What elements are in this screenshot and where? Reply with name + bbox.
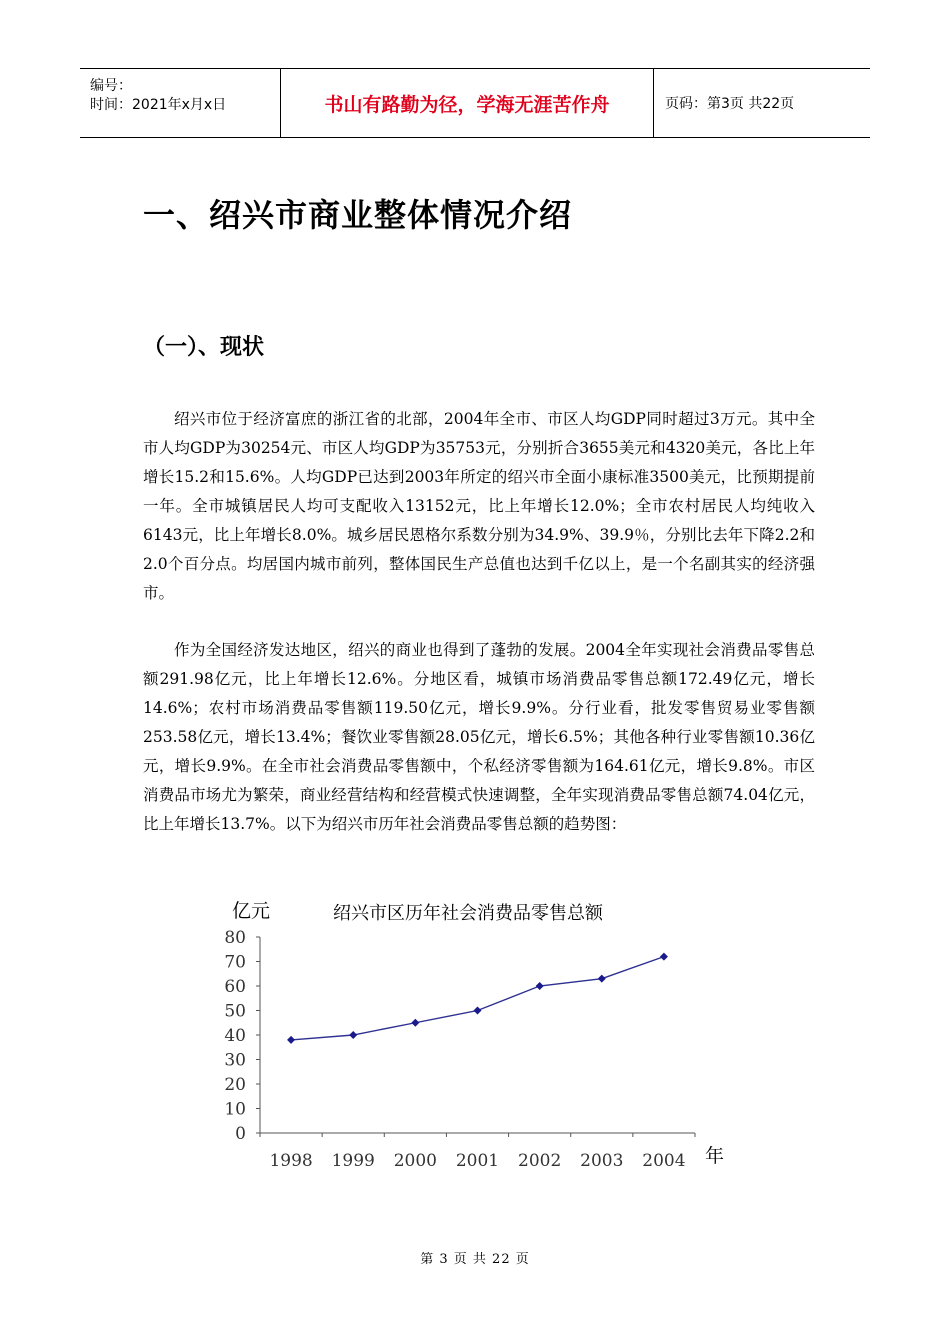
chart-data-point [287, 1036, 295, 1044]
chart-x-tick-label: 1998 [269, 1151, 313, 1171]
paragraph-commerce: 作为全国经济发达地区，绍兴的商业也得到了蓬勃的发展。2004全年实现社会消费品零售总额291.98亿元，比上年增长12.6%。分地区看，城镇市场消费品零售总额172.49亿元，增长14.6%；农村市场消费品零售额119.50亿元，增长9.9%。分行业看，批发零售贸易业零售额253.58亿元，增长13.4%；餐饮业零售额28.05亿元，增长6.5%；其他各种行业零售额10.36亿元，增长9.9%。在全市社会消费品零售额中，个私经济零售额为164.61亿元，增长9.8%。市区消费品市场尤为繁荣，商业经营结构和经营模式快速调整，全年实现消费品零售总额74.04亿元，比上年增长13.7%。以下为绍兴市历年社会消费品零售总额的趋势图： [143, 641, 815, 833]
chart-data-point [474, 1007, 482, 1015]
chart-y-tick-label: 60 [224, 977, 246, 997]
chart-y-tick-label: 40 [224, 1026, 246, 1046]
chart-y-axis-label: 亿元 [232, 900, 271, 922]
paragraph-economy: 绍兴市位于经济富庶的浙江省的北部，2004年全市、市区人均GDP同时超过3万元。其中全市人均GDP为30254元、市区人均GDP为35753元，分别折合3655美元和4320美元，各比上年增长15.2和15.6%。人均GDP已达到2003年所定的绍兴市全面小康标准3500美元，比预期提前一年。全市城镇居民人均可支配收入13152元，比上年增长12.0%；全市农村居民人均纯收入6143元，比上年增长8.0%。城乡居民恩格尔系数分别为34.9%、39.9％，分别比去年下降2.2和2.0个百分点。均居国内城市前列，整体国民生产总值也达到千亿以上，是一个名副其实的经济强市。 [143, 410, 815, 602]
chart-y-tick-label: 80 [224, 928, 246, 948]
chart-y-tick-label: 0 [235, 1124, 246, 1144]
chart-axes [224, 928, 695, 1171]
chart-x-tick-label: 2004 [642, 1151, 686, 1171]
retail-sales-line-chart [210, 888, 750, 1188]
header-page-info: 页码：第3页 共22页 [665, 96, 795, 112]
chart-y-tick-label: 30 [224, 1050, 246, 1071]
chart-x-tick-label: 2002 [518, 1151, 562, 1171]
chart-data-point [411, 1019, 419, 1027]
header-time-label: 时间：2021年x月x日 [90, 97, 227, 113]
chart-x-tick-label: 1999 [331, 1151, 375, 1171]
chart-y-tick-label: 70 [224, 952, 246, 973]
page-footer: 第 3 页 共 22 页 [420, 1252, 530, 1267]
page-title: 一、绍兴市商业整体情况介绍 [143, 196, 573, 234]
chart-x-axis-label: 年 [705, 1145, 725, 1167]
chart-y-tick-label: 20 [224, 1075, 246, 1095]
chart-title: 绍兴市区历年社会消费品零售总额 [333, 903, 603, 924]
page-header [80, 68, 870, 138]
chart-x-tick-label: 2001 [455, 1151, 500, 1171]
chart-data-point [536, 982, 544, 990]
chart-series [287, 953, 668, 1044]
chart-y-tick-label: 10 [224, 1099, 246, 1120]
chart-series-line [291, 957, 664, 1040]
chart-data-point [598, 975, 606, 983]
chart-data-point [660, 953, 668, 961]
chart-x-tick-label: 2000 [393, 1151, 437, 1171]
header-motto: 书山有路勤为径，学海无涯苦作舟 [281, 69, 654, 137]
section-title: （一）、现状 [143, 335, 265, 360]
chart-y-tick-label: 50 [224, 1001, 246, 1022]
chart-x-tick-label: 2003 [580, 1151, 624, 1171]
chart-data-point [349, 1031, 357, 1039]
header-meta-cell [80, 69, 281, 137]
header-number-label: 编号： [90, 78, 132, 94]
